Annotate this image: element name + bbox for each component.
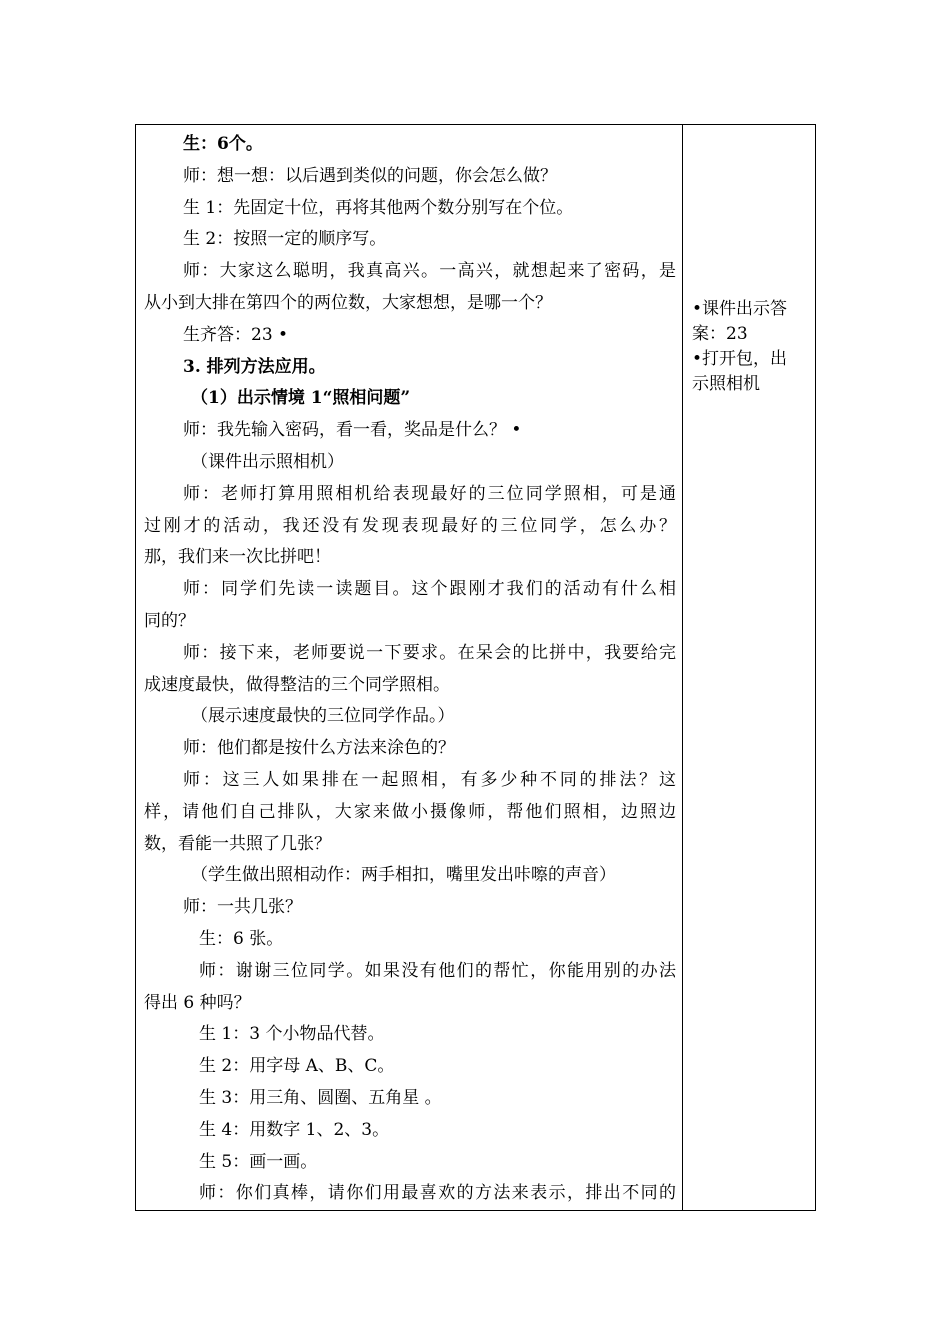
content-line: 得出 6 种吗？ (144, 992, 251, 1013)
lesson-table (135, 124, 816, 1211)
content-line: （1）出示情境 1“照相问题” (191, 388, 411, 409)
content-line: 生：6 张。 (199, 928, 284, 949)
content-line: 生 1：3 个小物品代替。 (199, 1024, 385, 1045)
content-line: 师：你们真棒，请你们用最喜欢的方法来表示，排出不同的 (199, 1183, 676, 1204)
content-line: 那，我们来一次比拼吧！ (144, 547, 331, 568)
content-line: 成速度最快，做得整洁的三个同学照相。 (144, 674, 450, 695)
content-line: 师：接下来，老师要说一下要求。在呆会的比拼中，我要给完 (183, 642, 676, 663)
content-line: 师：老师打算用照相机给表现最好的三位同学照相，可是通 (183, 483, 676, 504)
note-line: •课件出示答 (692, 299, 788, 319)
lesson-content-column (144, 129, 676, 1210)
content-line: （学生做出照相动作：两手相扣，嘴里发出咔嚓的声音） (191, 865, 616, 886)
content-line: 样，请他们自己排队，大家来做小摄像师，帮他们照相，边照边 (144, 801, 676, 822)
content-line: 师：我先输入密码，看一看，奖品是什么？ • (183, 420, 522, 441)
content-line: 同的？ (144, 610, 195, 631)
content-line: 过刚才的活动，我还没有发现表现最好的三位同学，怎么办？ (144, 515, 676, 536)
content-line: 师：他们都是按什么方法来涂色的？ (183, 738, 455, 759)
content-line: 师：同学们先读一读题目。这个跟刚才我们的活动有什么相 (183, 579, 676, 600)
content-line: （课件出示照相机） (191, 451, 344, 472)
content-line: 生 3：用三角、圆圈、五角星 。 (199, 1087, 442, 1108)
content-line: 生 4：用数字 1、2、3。 (199, 1119, 390, 1140)
content-line: 师：想一想：以后遇到类似的问题，你会怎么做？ (183, 165, 557, 186)
content-line: 生 5：画一画。 (199, 1151, 318, 1172)
note-line: •打开包，出 (692, 349, 788, 369)
content-line: 3. 排列方法应用。 (183, 356, 326, 377)
content-line: 生齐答：23 • (183, 324, 289, 345)
content-line: 师：谢谢三位同学。如果没有他们的帮忙，你能用别的办法 (199, 960, 676, 981)
note-line: 示照相机 (692, 374, 760, 394)
content-line: 生：6个。 (183, 134, 263, 154)
content-line: 师：一共几张？ (183, 897, 302, 918)
content-line: 生 2：按照一定的顺序写。 (183, 229, 387, 250)
content-line: 从小到大排在第四个的两位数，大家想想，是哪一个？ (144, 292, 552, 313)
notes-column (692, 297, 812, 397)
note-line: 案：23 (692, 324, 748, 344)
content-line: （展示速度最快的三位同学作品。） (191, 706, 455, 727)
content-line: 师：大家这么聪明，我真高兴。一高兴，就想起来了密码，是 (183, 261, 676, 282)
column-divider (682, 125, 683, 1210)
content-line: 师：这三人如果排在一起照相，有多少种不同的排法？这 (183, 769, 676, 790)
content-line: 生 2：用字母 A、B、C。 (199, 1056, 395, 1077)
content-line: 生 1：先固定十位，再将其他两个数分别写在个位。 (183, 197, 574, 218)
content-line: 数，看能一共照了几张？ (144, 833, 331, 854)
